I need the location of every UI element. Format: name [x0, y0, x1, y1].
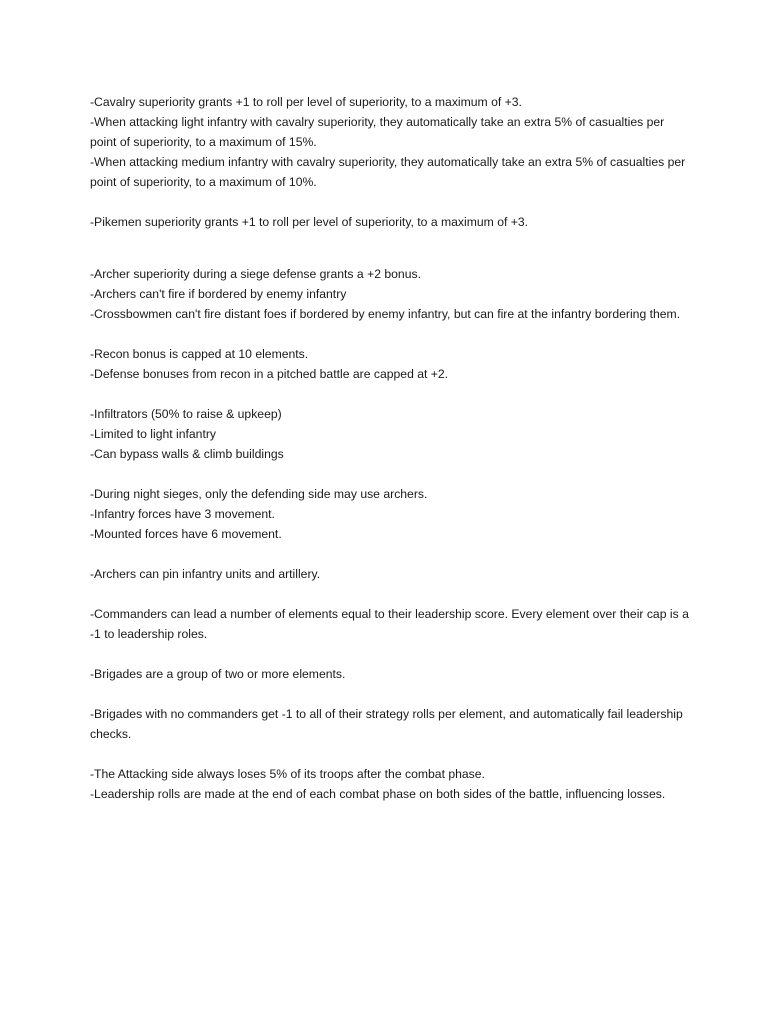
paragraph-night-sieges [90, 484, 690, 544]
paragraph-attacking-losses [90, 764, 690, 804]
text-line: -Mounted forces have 6 movement. [90, 527, 282, 541]
text-line: -Leadership rolls are made at the end of each combat phase on both sides of the battle, influencing losses. [90, 787, 666, 801]
text-line: -Archers can pin infantry units and artillery. [90, 567, 321, 581]
paragraph-spacer [90, 232, 690, 264]
paragraph-infiltrators [90, 404, 690, 464]
text-line: -Archers can't fire if bordered by enemy infantry [90, 287, 347, 301]
text-line: -Infiltrators (50% to raise & upkeep) [90, 407, 282, 421]
text-line: -Crossbowmen can't fire distant foes if bordered by enemy infantry, but can fire at the infantry bordering them. [90, 307, 681, 321]
paragraph-spacer [90, 384, 690, 404]
text-line: -Limited to light infantry [90, 427, 216, 441]
paragraph-spacer [90, 744, 690, 764]
text-line: -The Attacking side always loses 5% of its troops after the combat phase. [90, 767, 485, 781]
paragraph-cavalry [90, 92, 690, 192]
paragraph-brigades-no-commanders [90, 704, 690, 744]
text-line: -Brigades are a group of two or more elements. [90, 667, 346, 681]
paragraph-archers [90, 264, 690, 324]
paragraph-spacer [90, 324, 690, 344]
paragraph-spacer [90, 644, 690, 664]
paragraph-spacer [90, 464, 690, 484]
text-line: -Brigades with no commanders get -1 to all of their strategy rolls per element, and automatically fail leadership checks. [90, 707, 687, 741]
paragraph-spacer [90, 192, 690, 212]
paragraph-spacer [90, 684, 690, 704]
text-line: -Recon bonus is capped at 10 elements. [90, 347, 309, 361]
paragraph-brigades [90, 664, 690, 684]
text-line: -When attacking light infantry with cavalry superiority, they automatically take an extra 5% of casualties per point of superiority, to a maximum of 15%. [90, 115, 668, 149]
text-line: -When attacking medium infantry with cavalry superiority, they automatically take an extra 5% of casualties per point of superiority, to a maximum of 10%. [90, 155, 689, 189]
text-line: -During night sieges, only the defending side may use archers. [90, 487, 428, 501]
text-line: -Archer superiority during a siege defense grants a +2 bonus. [90, 267, 421, 281]
text-line: -Defense bonuses from recon in a pitched battle are capped at +2. [90, 367, 449, 381]
paragraph-spacer [90, 584, 690, 604]
paragraph-archers-pin [90, 564, 690, 584]
document-body [90, 92, 693, 804]
text-line: -Can bypass walls & climb buildings [90, 447, 284, 461]
paragraph-commanders [90, 604, 693, 644]
paragraph-pikemen [90, 212, 690, 232]
text-line: -Infantry forces have 3 movement. [90, 507, 275, 521]
text-line: -Cavalry superiority grants +1 to roll per level of superiority, to a maximum of +3. [90, 95, 522, 109]
text-line: -Commanders can lead a number of elements equal to their leadership score. Every element over their cap is a -1 to leadership roles. [90, 607, 693, 641]
text-line: -Pikemen superiority grants +1 to roll per level of superiority, to a maximum of +3. [90, 215, 529, 229]
paragraph-recon [90, 344, 690, 384]
paragraph-spacer [90, 544, 690, 564]
